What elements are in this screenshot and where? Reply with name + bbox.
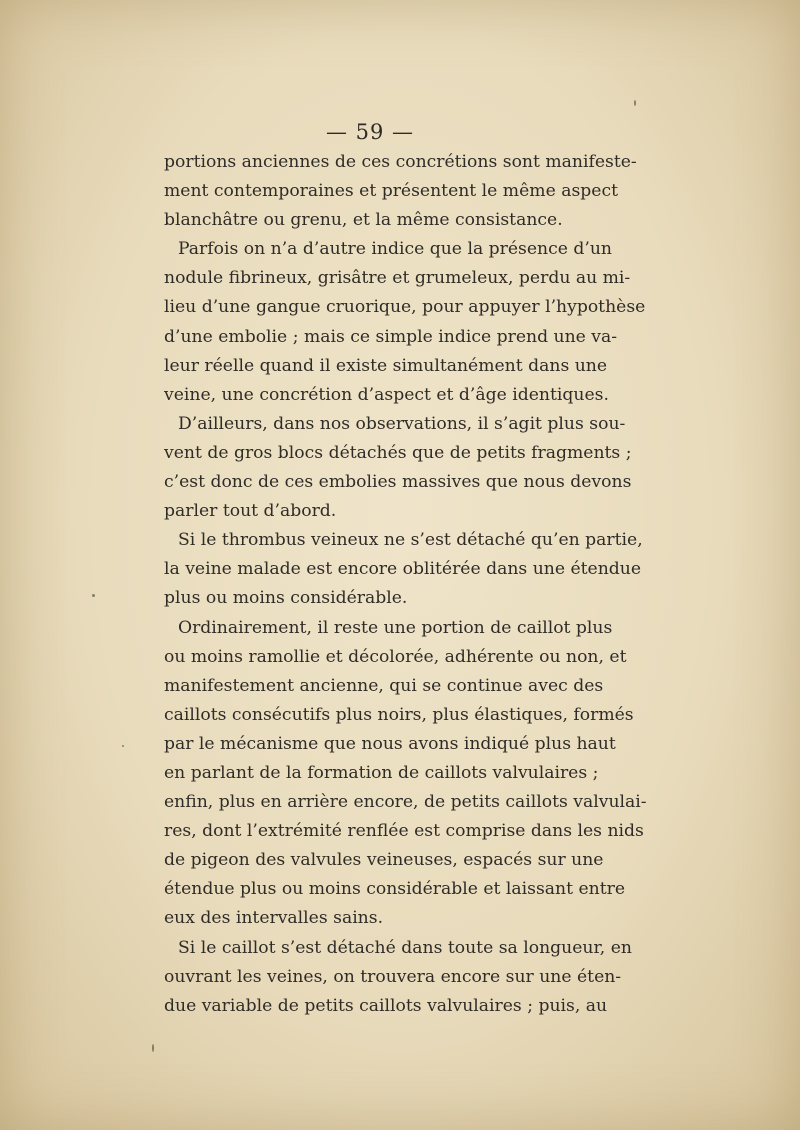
text-line: vent de gros blocs détachés que de petits fragments ; <box>164 442 632 463</box>
text-line: ou moins ramollie et décolorée, adhérente ou non, et <box>164 646 627 667</box>
paper-speck <box>634 100 636 106</box>
text-line: en parlant de la formation de caillots valvulaires ; <box>164 762 599 783</box>
text-line: de pigeon des valvules veineuses, espacés sur une <box>164 850 604 871</box>
text-line: D’ailleurs, dans nos observations, il s’agit plus sou- <box>178 413 626 434</box>
body-text <box>164 148 647 1021</box>
text-line: plus ou moins considérable. <box>164 588 408 609</box>
text-line: Si le caillot s’est détaché dans toute sa longueur, en <box>178 937 632 958</box>
text-line: blanchâtre ou grenu, et la même consistance. <box>164 210 563 231</box>
text-line: ouvrant les veines, on trouvera encore sur une éten- <box>164 966 622 987</box>
text-line: caillots consécutifs plus noirs, plus élastiques, formés <box>164 704 634 725</box>
text-line: leur réelle quand il existe simultanément dans une <box>164 355 608 376</box>
paper-speck <box>92 594 95 597</box>
paper-speck <box>122 745 124 747</box>
text-line: portions anciennes de ces concrétions sont manifeste- <box>164 152 637 172</box>
text-line: Parfois on n’a d’autre indice que la présence d’un <box>178 239 612 260</box>
text-line: Si le thrombus veineux ne s’est détaché qu’en partie, <box>178 530 643 551</box>
text-line: ment contemporaines et présentent le même aspect <box>164 181 618 202</box>
paper-speck <box>152 1044 154 1052</box>
text-line: nodule fibrineux, grisâtre et grumeleux, perdu au mi- <box>164 268 631 289</box>
text-line: parler tout d’abord. <box>164 501 337 522</box>
text-line: lieu d’une gangue cruorique, pour appuyer l’hypothèse <box>164 297 646 318</box>
text-line: due variable de petits caillots valvulaires ; puis, au <box>164 995 608 1016</box>
text-line: eux des intervalles sains. <box>164 908 384 929</box>
text-line: veine, une concrétion d’aspect et d’âge identiques. <box>164 384 609 405</box>
text-line: Ordinairement, il reste une portion de caillot plus <box>178 617 613 638</box>
page-number: — 59 — <box>325 120 415 144</box>
text-line: manifestement ancienne, qui se continue avec des <box>164 675 604 696</box>
text-line: res, dont l’extrémité renflée est comprise dans les nids <box>164 821 644 842</box>
text-line: étendue plus ou moins considérable et laissant entre <box>164 879 626 900</box>
text-line: par le mécanisme que nous avons indiqué plus haut <box>164 733 616 754</box>
text-line: enfin, plus en arrière encore, de petits caillots valvulai- <box>164 792 647 813</box>
text-line: d’une embolie ; mais ce simple indice prend une va- <box>164 326 618 347</box>
text-line: la veine malade est encore oblitérée dans une étendue <box>164 559 642 580</box>
text-line: c’est donc de ces embolies massives que nous devons <box>164 472 632 493</box>
